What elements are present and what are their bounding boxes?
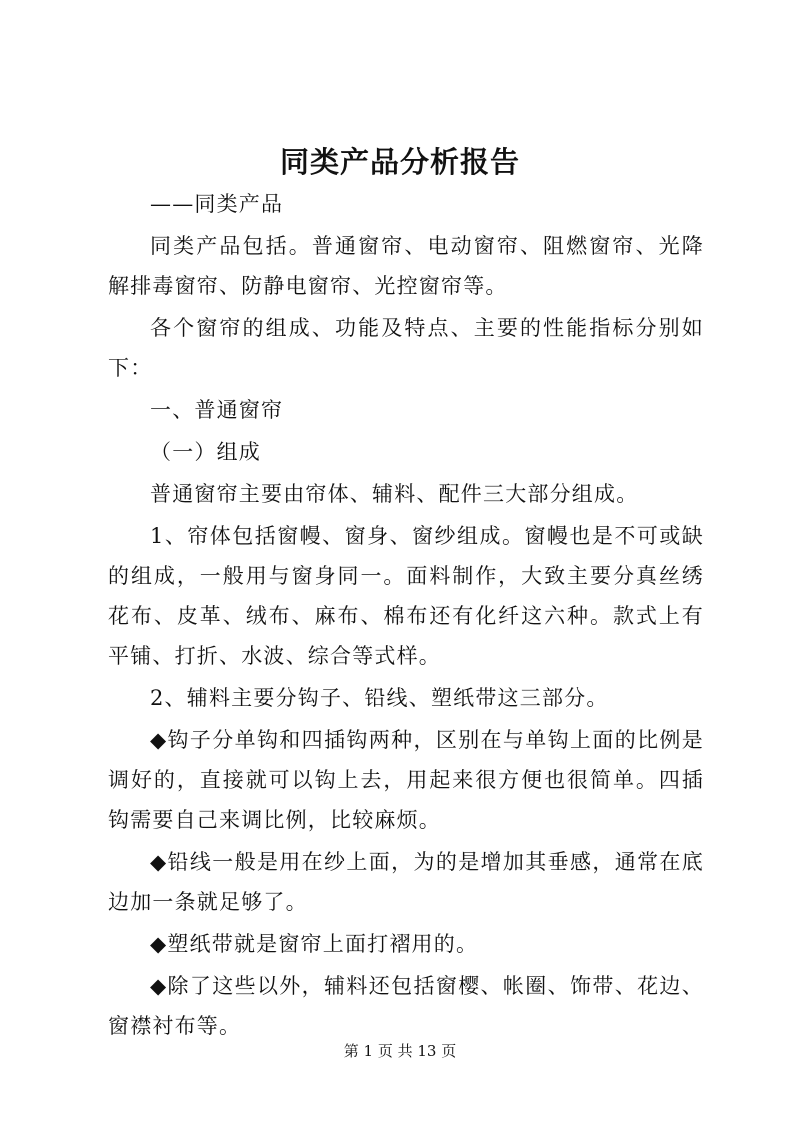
page-footer xyxy=(0,1040,800,1062)
bullet-lead-line: ◆铅线一般是用在纱上面，为的是增加其垂感，通常在底边加一条就足够了。 xyxy=(108,850,704,914)
paragraph-product-list: 同类产品包括。普通窗帘、电动窗帘、阻燃窗帘、光降解排毒窗帘、防静电窗帘、光控窗帘等。 xyxy=(108,234,704,298)
document-body xyxy=(108,184,704,1046)
paragraph-accessories: 2、辅料主要分钩子、铅线、塑纸带这三部分。 xyxy=(150,686,609,710)
page-number: 第 1 页 共 13 页 xyxy=(343,1042,457,1060)
subsection-heading-1: （一）组成 xyxy=(150,440,261,464)
bullet-other-accessories: ◆除了这些以外，辅料还包括窗樱、帐圈、饰带、花边、窗襟衬布等。 xyxy=(108,974,704,1038)
paragraph-composition: 普通窗帘主要由帘体、辅料、配件三大部分组成。 xyxy=(150,482,639,506)
paragraph-subtitle: ——同类产品 xyxy=(150,192,284,216)
paragraph-curtain-body: 1、帘体包括窗幔、窗身、窗纱组成。窗幔也是不可或缺的组成，一般用与窗身同一。面料制作，大致主要分真丝绣花布、皮革、绒布、麻布、棉布还有化纤这六种。款式上有平铺、打折、水波、综合等式样。 xyxy=(108,524,704,668)
bullet-hooks: ◆钩子分单钩和四插钩两种，区别在与单钩上面的比例是调好的，直接就可以钩上去，用起来很方便也很简单。四插钩需要自己来调比例，比较麻烦。 xyxy=(108,728,704,832)
document-title: 同类产品分析报告 xyxy=(279,145,520,179)
section-heading-1: 一、普通窗帘 xyxy=(150,398,284,422)
bullet-plastic-tape: ◆塑纸带就是窗帘上面打褶用的。 xyxy=(150,932,479,956)
paragraph-intro: 各个窗帘的组成、功能及特点、主要的性能指标分别如下： xyxy=(108,316,704,380)
